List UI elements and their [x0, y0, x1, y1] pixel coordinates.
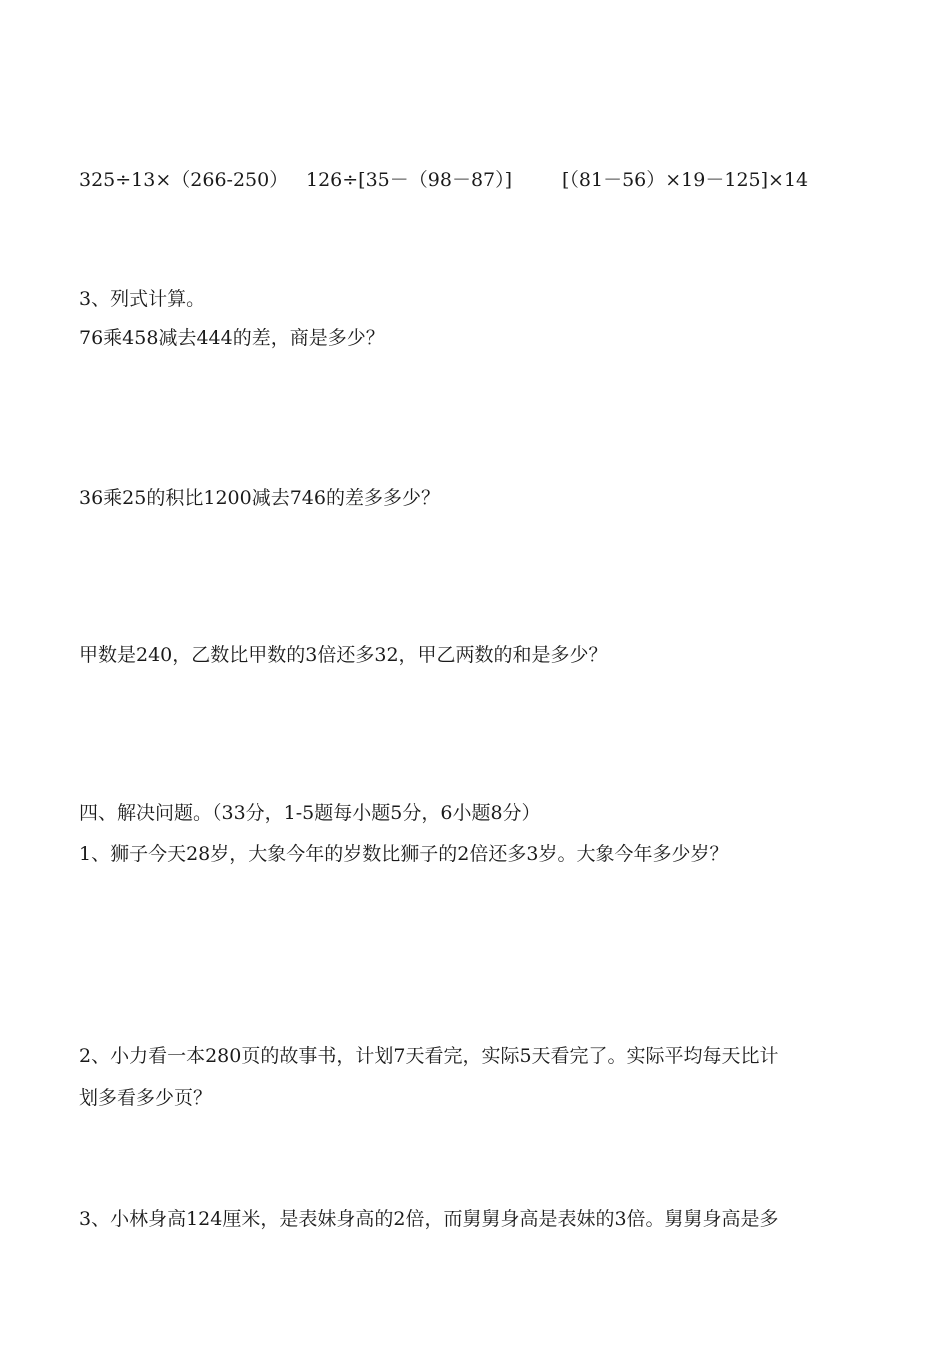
expression-2: 126÷[35－（98－87）] [306, 169, 513, 191]
question-3-2: 36乘25的积比1200减去746的差多多少？ [79, 487, 440, 509]
calculation-row [79, 171, 808, 190]
expression-3: [（81－56）×19－125]×14 [562, 169, 809, 191]
question-3-3: 甲数是240，乙数比甲数的3倍还多32，甲乙两数的和是多少？ [79, 644, 608, 666]
question-3-1: 76乘458减去444的差，商是多少？ [79, 327, 385, 349]
section-3-heading: 3、列式计算。 [79, 288, 206, 310]
problem-4-2-line-2: 划多看多少页？ [79, 1087, 213, 1109]
expression-1: 325÷13×（266-250） [79, 169, 289, 191]
problem-4-1: 1、狮子今天28岁，大象今年的岁数比狮子的2倍还多3岁。大象今年多少岁？ [79, 843, 729, 865]
problem-4-3-line-1: 3、小林身高124厘米，是表妹身高的2倍，而舅舅身高是表妹的3倍。舅舅身高是多 [79, 1208, 779, 1230]
problem-4-2-line-1: 2、小力看一本280页的故事书，计划7天看完，实际5天看完了。实际平均每天比计 [79, 1045, 779, 1067]
section-4-heading: 四、解决问题。（33分，1-5题每小题5分，6小题8分） [79, 802, 541, 824]
